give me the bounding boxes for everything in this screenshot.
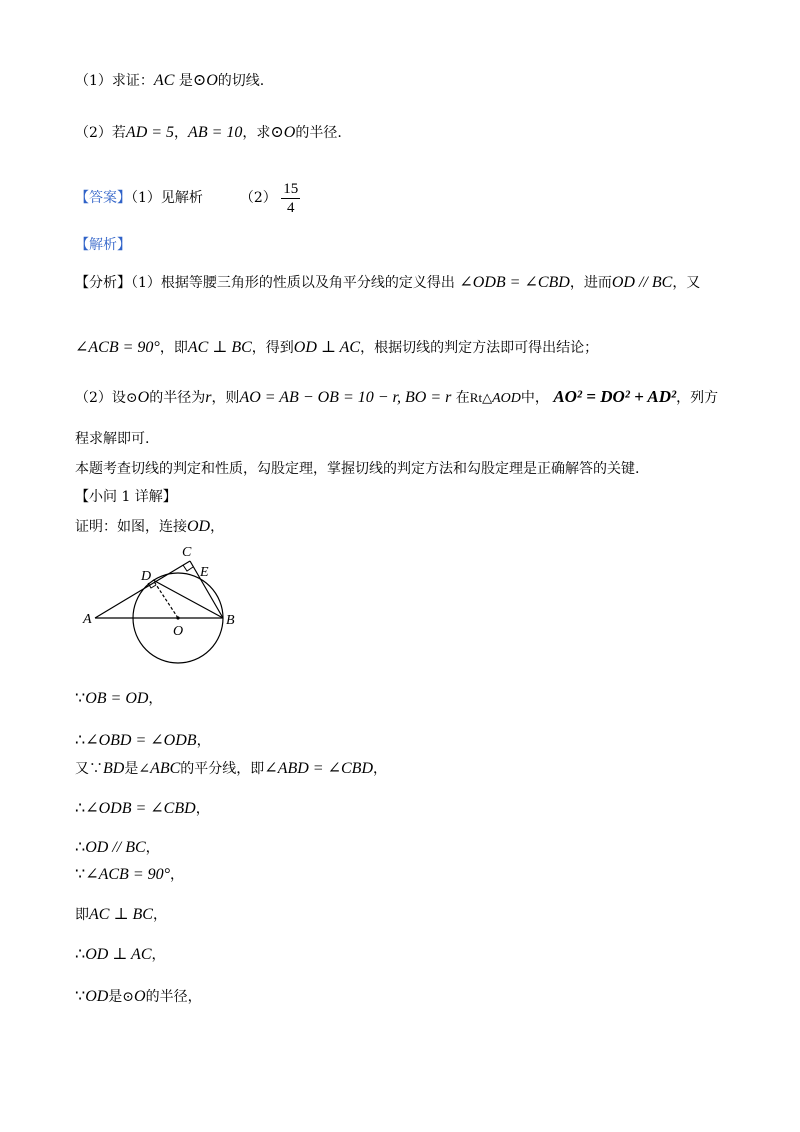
label-o: O <box>173 624 184 639</box>
analysis-line-1: 【分析】（1）根据等腰三角形的性质以及角平分线的定义得出 ∠ODB = ∠CBD，进而OD // BC，又 <box>75 274 701 291</box>
answer-fraction: $\frac{15}{4}$ <box>283 180 299 216</box>
label-c: C <box>182 545 192 560</box>
label-a: A <box>83 612 92 627</box>
analysis-line-2: ∠ACB = 90°，即AC ⊥ BC，得到OD ⊥ AC，根据切线的判定方法即可得出结论； <box>75 339 599 356</box>
right-angle-mark-c <box>183 565 193 571</box>
proof-step-7: 即AC ⊥ BC， <box>75 906 167 923</box>
proof-intro: 证明：如图，连接OD， <box>75 518 225 535</box>
label-b: B <box>226 613 235 628</box>
label-d: D <box>141 569 152 584</box>
question-2: （2）若AD = 5，AB = 10，求⊙O的半径. <box>75 124 342 141</box>
answer-tag: 【答案】 <box>75 190 131 206</box>
line-od <box>153 580 178 618</box>
detail-tag: 【小问 1 详解】 <box>75 489 177 505</box>
analysis-tag: 【解析】 <box>75 237 131 253</box>
geometry-figure <box>80 542 250 672</box>
proof-step-3: 又∵BD是∠ABC的平分线，即∠ABD = ∠CBD， <box>75 760 387 777</box>
question-1: （1）求证：AC 是⊙O的切线. <box>75 72 265 89</box>
proof-step-9: ∵OD是⊙O的半径， <box>75 988 202 1005</box>
answer-line: 【答案】（1）见解析 （2） $\frac{15}{4}$ <box>75 180 299 216</box>
proof-step-2: ∴∠OBD = ∠ODB， <box>75 732 211 749</box>
proof-step-5: ∴OD // BC， <box>75 839 160 856</box>
summary-line: 本题考查切线的判定和性质，勾股定理，掌握切线的判定方法和勾股定理是正确解答的关键. <box>75 461 640 477</box>
proof-step-6: ∵∠ACB = 90°， <box>75 866 185 883</box>
analysis-line-4: 程求解即可. <box>75 431 150 447</box>
analysis-line-3: （2）设⊙O的半径为r，则AO = AB − OB = 10 − r, BO = r 在Rt△AOD中， AO² = DO² + AD²，列方 <box>75 387 719 406</box>
point-o <box>176 616 179 619</box>
proof-step-1: ∵OB = OD， <box>75 690 163 707</box>
label-e: E <box>200 565 209 580</box>
proof-step-4: ∴∠ODB = ∠CBD， <box>75 800 210 817</box>
proof-step-8: ∴OD ⊥ AC， <box>75 946 166 963</box>
